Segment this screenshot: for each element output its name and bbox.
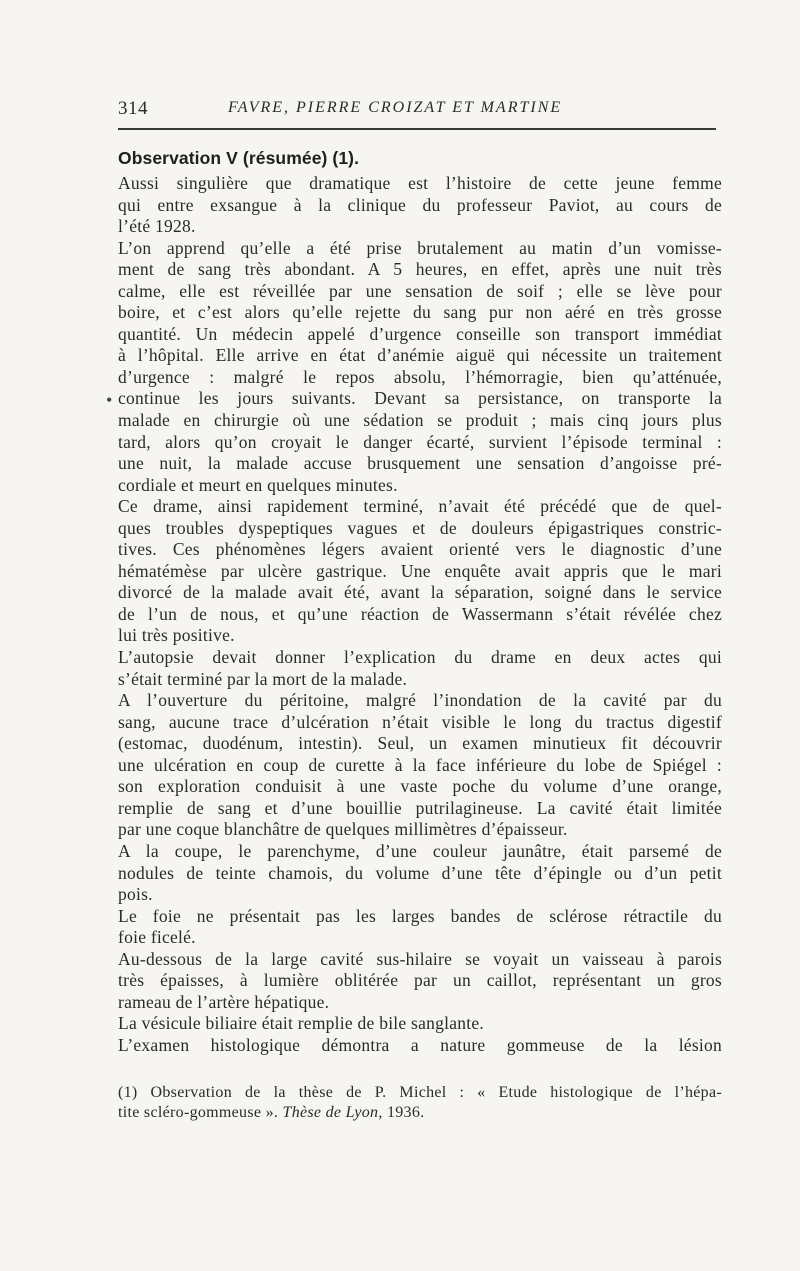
header-rule: [118, 128, 716, 130]
footnote-line: (1) Observation de la thèse de P. Michel : « Etude histologique de l’hépa-: [118, 1084, 722, 1101]
text-line: à l’hôpital. Elle arrive en état d’anémie aiguë qui nécessite un traitement: [118, 345, 722, 366]
text-line: une ulcération en coup de curette à la face inférieure du lobe de Spiégel :: [118, 754, 722, 775]
text-line: nodules de teinte chamois, du volume d’une tête d’épingle ou d’un petit: [118, 862, 722, 883]
text-line: L’autopsie devait donner l’explication du drame en deux actes qui: [118, 647, 722, 668]
text-line: lui très positive.: [118, 625, 235, 646]
text-line: pois.: [118, 884, 153, 905]
text-line: cordiale et meurt en quelques minutes.: [118, 474, 398, 495]
text-line: tives. Ces phénomènes légers avaient orienté vers le diagnostic d’une: [118, 539, 722, 560]
text-line: sang, aucune trace d’ulcération n’était visible le long du tractus digestif: [118, 711, 722, 732]
text-line: remplie de sang et d’une bouillie putrilagineuse. La cavité était limitée: [118, 797, 722, 818]
text-line: ment de sang très abondant. A 5 heures, en effet, après une nuit très: [118, 259, 722, 280]
text-line: l’été 1928.: [118, 216, 196, 237]
text-line: calme, elle est réveillée par une sensation de soif ; elle se lève pour: [118, 280, 722, 301]
text-line: (estomac, duodénum, intestin). Seul, un examen minutieux fit découvrir: [118, 733, 722, 754]
text-line: A la coupe, le parenchyme, d’une couleur jaunâtre, était parsemé de: [118, 840, 722, 861]
footnote: [118, 1083, 722, 1123]
text-line: L’examen histologique démontra a nature gommeuse de la lésion: [118, 1034, 722, 1055]
text-line: qui entre exsangue à la clinique du professeur Paviot, au cours de: [118, 194, 722, 215]
text-line: divorcé de la malade avait été, avant la séparation, soigné dans le service: [118, 582, 722, 603]
text-line: L’on apprend qu’elle a été prise brutalement au matin d’un vomisse-: [118, 237, 722, 258]
text-line: une nuit, la malade accuse brusquement une sensation d’angoisse pré-: [118, 453, 722, 474]
text-line: boire, et c’est alors qu’elle rejette du sang pur non aéré en très grosse: [118, 302, 722, 323]
text-line: tard, alors qu’on croyait le danger écarté, survient l’épisode terminal :: [118, 431, 722, 452]
text-line: Ce drame, ainsi rapidement terminé, n’avait été précédé que de quel-: [118, 496, 722, 517]
footnote-citation-title: Thèse de Lyon: [282, 1104, 379, 1121]
text-line: continue les jours suivants. Devant sa persistance, on transporte la: [118, 388, 722, 409]
footnote-text: , 1936.: [378, 1104, 425, 1121]
text-line: très épaisses, à lumière oblitérée par un caillot, représentant un gros: [118, 970, 722, 991]
text-line: rameau de l’artère hépatique.: [118, 991, 330, 1012]
text-line: ques troubles dyspeptiques vagues et de douleurs épigastriques constric-: [118, 517, 722, 538]
text-line: s’était terminé par la mort de la malade.: [118, 668, 408, 689]
body-text: [118, 173, 722, 1056]
text-line: Aussi singulière que dramatique est l’histoire de cette jeune femme: [118, 173, 722, 193]
text-line: hématémèse par ulcère gastrique. Une enquête avait appris que le mari: [118, 560, 722, 581]
running-head: FAVRE, PIERRE CROIZAT ET MARTINE: [228, 99, 563, 116]
section-heading: Observation V (résumée) (1).: [118, 148, 360, 168]
text-line: par une coque blanchâtre de quelques millimètres d’épaisseur.: [118, 819, 568, 840]
text-line: Le foie ne présentait pas les larges bandes de sclérose rétractile du: [118, 905, 722, 926]
text-line: foie ficelé.: [118, 927, 196, 948]
footnote-line: [118, 1103, 722, 1123]
text-line: d’urgence : malgré le repos absolu, l’hémorragie, bien qu’atténuée,: [118, 366, 722, 387]
footnote-text: tite scléro-gommeuse ».: [118, 1104, 283, 1121]
page-number: 314: [118, 98, 148, 119]
text-line: A l’ouverture du péritoine, malgré l’inondation de la cavité par du: [118, 690, 722, 711]
text-line: son exploration conduisit à une vaste poche du volume d’une orange,: [118, 776, 722, 797]
margin-mark: •: [106, 390, 113, 410]
page-header: [118, 98, 718, 124]
text-line: Au-dessous de la large cavité sus-hilaire se voyait un vaisseau à parois: [118, 948, 722, 969]
text-line: quantité. Un médecin appelé d’urgence conseille son transport immédiat: [118, 323, 722, 344]
text-line: de l’un de nous, et qu’une réaction de Wassermann s’était révélée chez: [118, 603, 722, 624]
text-line: La vésicule biliaire était remplie de bile sanglante.: [118, 1013, 485, 1034]
text-line: malade en chirurgie où une sédation se produit ; mais cinq jours plus: [118, 410, 722, 431]
